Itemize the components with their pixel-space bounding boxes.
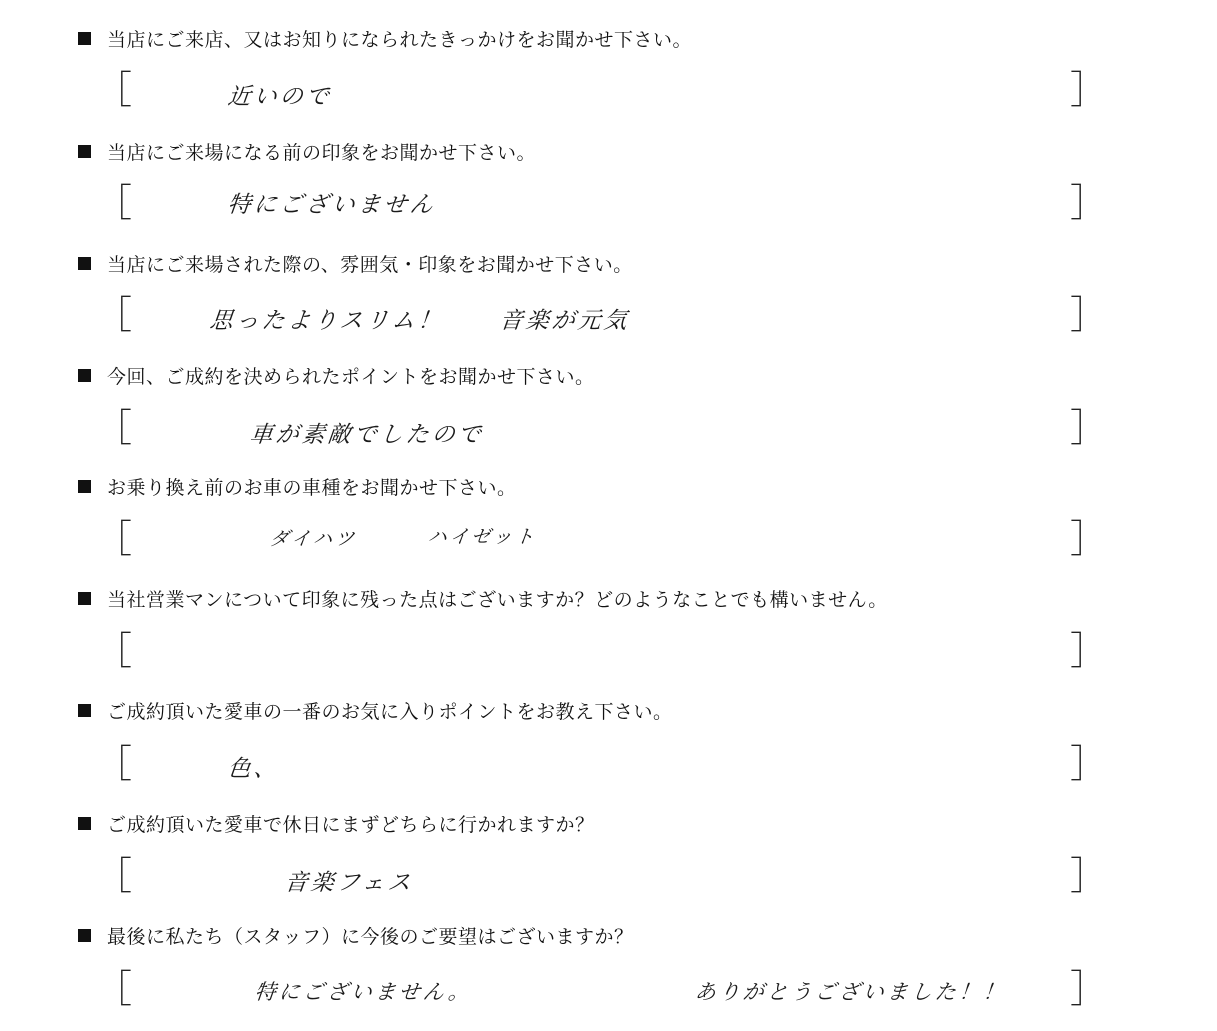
square-bullet-icon [78, 929, 91, 942]
answer-bracket-open: ［ [94, 517, 133, 561]
answer-bracket-open: ［ [94, 967, 133, 1011]
square-bullet-icon [78, 817, 91, 830]
square-bullet-icon [78, 369, 91, 382]
handwritten-answer: ハイゼット [426, 526, 539, 548]
answer-bracket-close: ］ [1070, 742, 1109, 786]
answer-bracket-open: ［ [94, 406, 133, 450]
question-text: 当社営業マンについて印象に残った点はございますか？どのようなことでも構いません。 [107, 589, 888, 611]
square-bullet-icon [78, 257, 91, 270]
answer-bracket-close: ］ [1070, 68, 1109, 112]
question-text: 当店にご来場された際の、雰囲気・印象をお聞かせ下さい。 [107, 254, 633, 276]
answer-bracket-open: ［ [94, 742, 133, 786]
square-bullet-icon [78, 32, 91, 45]
answer-bracket-close: ］ [1070, 967, 1109, 1011]
handwritten-answer: 近いので [226, 84, 334, 110]
handwritten-answer: 特にございません。 [253, 980, 474, 1004]
handwritten-answer: ダイハツ [268, 528, 359, 550]
question-7 [78, 699, 673, 725]
question-text: お乗り換え前のお車の車種をお聞かせ下さい。 [107, 477, 517, 499]
question-1 [78, 27, 692, 53]
handwritten-answer: 音楽フェス [283, 870, 415, 896]
handwritten-answer: ありがとうございました！！ [693, 980, 1009, 1004]
answer-bracket-close: ］ [1070, 406, 1109, 450]
question-text: 当店にご来場になる前の印象をお聞かせ下さい。 [107, 142, 537, 164]
answer-bracket-open: ［ [94, 68, 133, 112]
question-2 [78, 140, 536, 166]
square-bullet-icon [78, 480, 91, 493]
question-3 [78, 252, 633, 278]
answer-bracket-open: ［ [94, 181, 133, 225]
question-text: 当店にご来店、又はお知りになられたきっかけをお聞かせ下さい。 [107, 29, 693, 51]
answer-bracket-open: ［ [94, 293, 133, 337]
square-bullet-icon [78, 145, 91, 158]
question-4 [78, 364, 595, 390]
handwritten-answer: 色、 [226, 756, 282, 782]
square-bullet-icon [78, 592, 91, 605]
question-5 [78, 475, 517, 501]
question-text: ご成約頂いた愛車の一番のお気に入りポイントをお教え下さい。 [107, 701, 673, 723]
question-text: ご成約頂いた愛車で休日にまずどちらに行かれますか？ [107, 814, 595, 836]
question-text: 今回、ご成約を決められたポイントをお聞かせ下さい。 [107, 366, 595, 388]
answer-bracket-close: ］ [1070, 181, 1109, 225]
handwritten-answer: 特にございません [226, 192, 438, 218]
square-bullet-icon [78, 704, 91, 717]
handwritten-answer: 思ったよりスリム！ [208, 308, 446, 334]
question-8 [78, 812, 595, 838]
answer-bracket-close: ］ [1070, 854, 1109, 898]
question-6 [78, 587, 888, 613]
answer-bracket-close: ］ [1070, 629, 1109, 673]
handwritten-answer: 音楽が元気 [498, 308, 632, 334]
answer-bracket-open: ［ [94, 854, 133, 898]
handwritten-answer: 車が素敵でしたので [248, 422, 486, 448]
answer-bracket-close: ］ [1070, 293, 1109, 337]
question-text: 最後に私たち（スタッフ）に今後のご要望はございますか？ [107, 926, 634, 948]
question-9 [78, 924, 634, 950]
answer-bracket-close: ］ [1070, 517, 1109, 561]
answer-bracket-open: ［ [94, 629, 133, 673]
